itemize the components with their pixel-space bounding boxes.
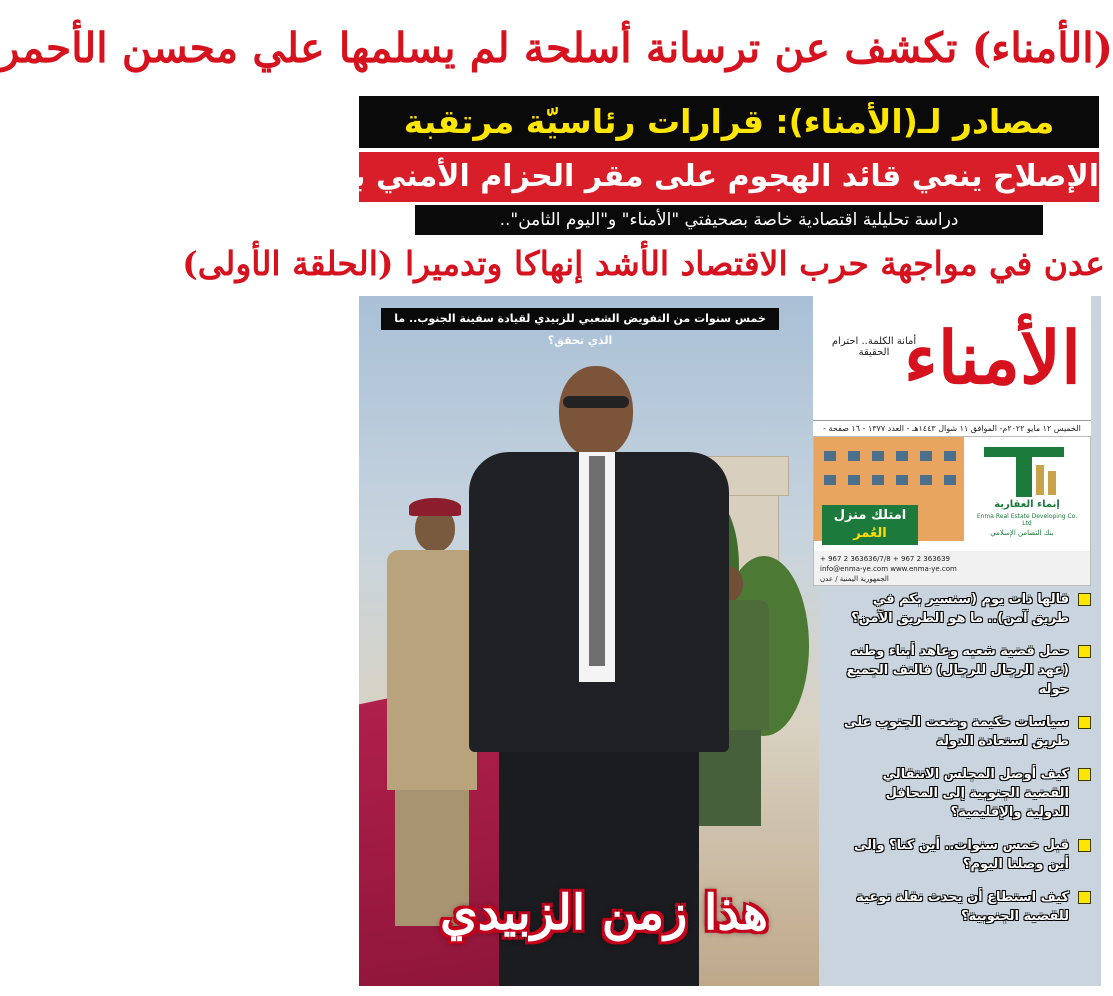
headline-weapons-arsenal[interactable]: (الأمناء) تكشف عن ترسانة أسلحة لم يسلمها علي محسن الأحمر (0, 24, 1113, 72)
headline-islah-obituary[interactable]: الإصلاح ينعي قائد الهجوم على مقر الحزام الأمني بالضالع (359, 152, 1099, 202)
advert-phones: + 967 2 363636/7/8 + 967 2 363639 (820, 555, 951, 563)
bullet-text: سياسات حكيمة وضعت الجنوب على طريق استعادة الدولة (844, 715, 1069, 749)
advert-tagline (822, 505, 918, 545)
bullet-text: حمل قضية شعبه وعاهد أبناء وطنه (عهد الرجال للرجال) فالتف الجميع حوله (846, 644, 1069, 697)
bullet-text: كيف أوصل المجلس الانتقالي القضية الجنوبية إلى المحافل الدولية والإقليمية؟ (882, 767, 1069, 820)
list-item[interactable] (841, 888, 1091, 926)
list-item[interactable] (841, 836, 1091, 874)
advert-partner: بنك التضامن الإسلامي (990, 529, 1054, 537)
issue-dateline: الخميس ١٢ مايو ٢٠٢٢م- الموافق ١١ شوال ١٤٤٣هـ - العدد ١٣٧٧ - ١٦ صفحة - (813, 420, 1091, 436)
advert-web[interactable]: info@enma-ye.com www.enma-ye.com (820, 565, 957, 573)
advert-tagline-line: امتلك منزل (833, 508, 907, 523)
newspaper-slogan: أمانة الكلمة.. احترام الحقيقة (831, 336, 917, 358)
enma-logo-icon (964, 441, 1084, 501)
cover-feature (359, 296, 1101, 986)
yellow-square-icon (1078, 593, 1091, 606)
bullet-text: قبل خمس سنوات.. أين كنا؟ والى أين وصلنا اليوم؟ (853, 838, 1069, 872)
feature-bullet-list (841, 590, 1091, 980)
list-item[interactable] (841, 590, 1091, 628)
yellow-square-icon (1078, 768, 1091, 781)
real-estate-advert[interactable] (813, 436, 1091, 586)
yellow-square-icon (1078, 891, 1091, 904)
feature-teaser-bar[interactable]: خمس سنوات من التفويض الشعبي للزبيدي لقيادة سفينة الجنوب.. ما الذي تحقق؟ (381, 308, 779, 330)
bullet-text: كيف استطاع أن يحدث نقلة نوعية للقضية الجنوبية؟ (856, 890, 1069, 924)
list-item[interactable] (841, 713, 1091, 751)
advert-brand-ar: إنماء العقارية (994, 499, 1060, 510)
yellow-square-icon (1078, 645, 1091, 658)
advert-brand-en: Enma Real Estate Developing Co. Ltd (976, 513, 1078, 527)
yellow-square-icon (1078, 716, 1091, 729)
cover-caption[interactable]: هذا زمن الزبيدي (440, 885, 768, 941)
list-item[interactable] (841, 765, 1091, 822)
advert-address: الجمهورية اليمنية / عدن (820, 575, 889, 583)
headline-presidential-decisions[interactable]: مصادر لـ(الأمناء): قرارات رئاسيّة مرتقبة (359, 96, 1099, 148)
advert-contact-footer (814, 551, 1090, 585)
bullet-text: قالها ذات يوم (سنسير بكم في طريق آمن).. ما هو الطريق الآمن؟ (851, 592, 1069, 626)
advert-tagline-line: العُمر (853, 526, 887, 541)
list-item[interactable] (841, 642, 1091, 699)
headline-economic-study[interactable]: دراسة تحليلية اقتصادية خاصة بصحيفتي "الأمناء" و"اليوم الثامن".. (415, 205, 1043, 235)
newspaper-logo[interactable]: الأمناء (903, 315, 1081, 400)
masthead (813, 296, 1091, 422)
headline-aden-economy-war[interactable]: عدن في مواجهة حرب الاقتصاد الأشد إنهاكا وتدميرا (الحلقة الأولى) (182, 244, 1105, 283)
yellow-square-icon (1078, 839, 1091, 852)
